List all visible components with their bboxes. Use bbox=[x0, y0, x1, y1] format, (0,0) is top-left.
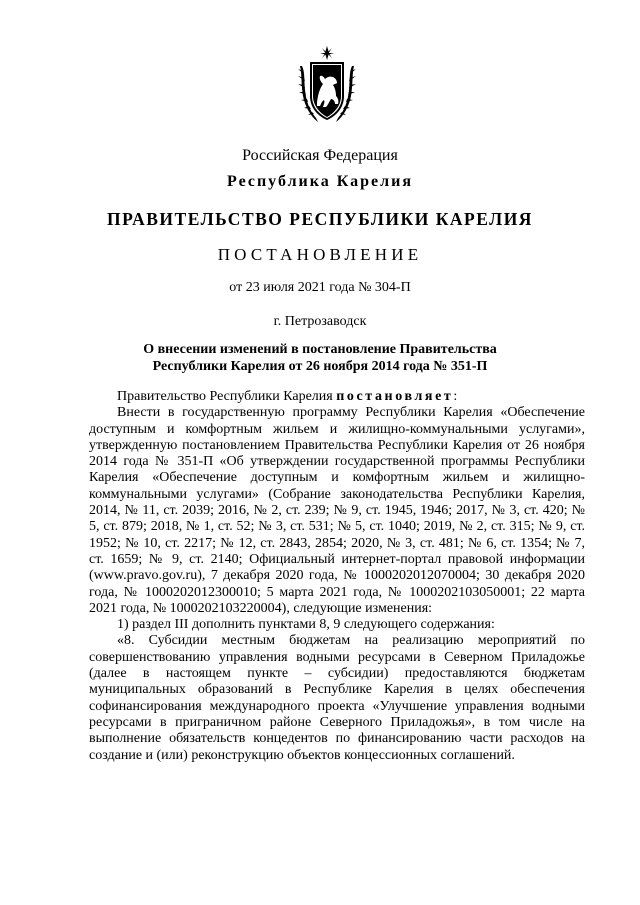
body-paragraph: Внести в государственную программу Республики Карелия «Обеспечение доступным и комфортным жильем и жилищно-коммунальными услугами», утвержденную постановлением Правительства Республики Карелия от 26 ноября 2014 года № 351-П «Об утверждении государственной программы Республики Карелия «Обеспечение доступным и комфортным жильем и жилищно-коммунальными услугами» (Собрание законодательства Республики Карелия, 2014, № 11, ст. 2039; 2016, № 2, ст. 239; № 9, ст. 1945, 1946; 2017, № 3, ст. 420; № 5, ст. 879; 2018, № 1, ст. 52; № 3, ст. 531; № 5, ст. 1040; 2019, № 2, ст. 315; № 9, ст. 1952; № 10, ст. 2217; № 12, ст. 2843, 2854; 2020, № 3, ст. 481; № 6, ст. 1354; № 7, ст. 1659; № 9, ст. 2140; Официальный интернет-портал правовой информации (www.pravo.gov.ru), 7 декабря 2020 года, № 1000202012070004; 30 декабря 2020 года, № 1000202012300010; 5 марта 2021 года, № 1000202103050001; 22 марта 2021 года, № 1000202103220004), следующие изменения: bbox=[89, 405, 585, 616]
decrees-suffix: : bbox=[453, 389, 458, 404]
date-number: от 23 июля 2021 года № 304-П bbox=[229, 280, 411, 295]
subject-line-2: Республики Карелия от 26 ноября 2014 года № 351-П bbox=[152, 359, 488, 374]
decree-subject bbox=[80, 341, 560, 375]
body-paragraph: 1) раздел III дополнить пунктами 8, 9 следующего содержания: bbox=[117, 617, 495, 633]
decrees-prefix: Правительство Республики Карелия bbox=[117, 389, 337, 404]
document-type: ПОСТАНОВЛЕНИЕ bbox=[217, 245, 423, 264]
republic-title: Республика Карелия bbox=[227, 173, 413, 190]
federation-title: Российская Федерация bbox=[242, 147, 398, 164]
coat-of-arms-icon bbox=[296, 44, 358, 132]
government-title: ПРАВИТЕЛЬСТВО РЕСПУБЛИКИ КАРЕЛИЯ bbox=[107, 209, 533, 229]
city: г. Петрозаводск bbox=[273, 314, 367, 329]
body-paragraph: «8. Субсидии местным бюджетам на реализацию мероприятий по совершенствованию управления водными ресурсами в Северном Приладожье (далее в настоящем пункте – субсидии) предоставляются бюджетам муниципальных образований в Республике Карелия в целях обеспечения софинансирования международного проекта «Улучшение управления водными ресурсами в приграничном районе Северного Приладожья», в том числе на выполнение обязательств концедентов по финансированию части расходов на создание и (или) реконструкцию объектов концессионных соглашений. bbox=[89, 633, 585, 763]
decree-body bbox=[89, 389, 585, 764]
decrees-verb: постановляет bbox=[336, 389, 454, 404]
body-paragraph-decrees bbox=[89, 389, 585, 405]
subject-line-1: О внесении изменений в постановление Правительства bbox=[143, 342, 497, 357]
